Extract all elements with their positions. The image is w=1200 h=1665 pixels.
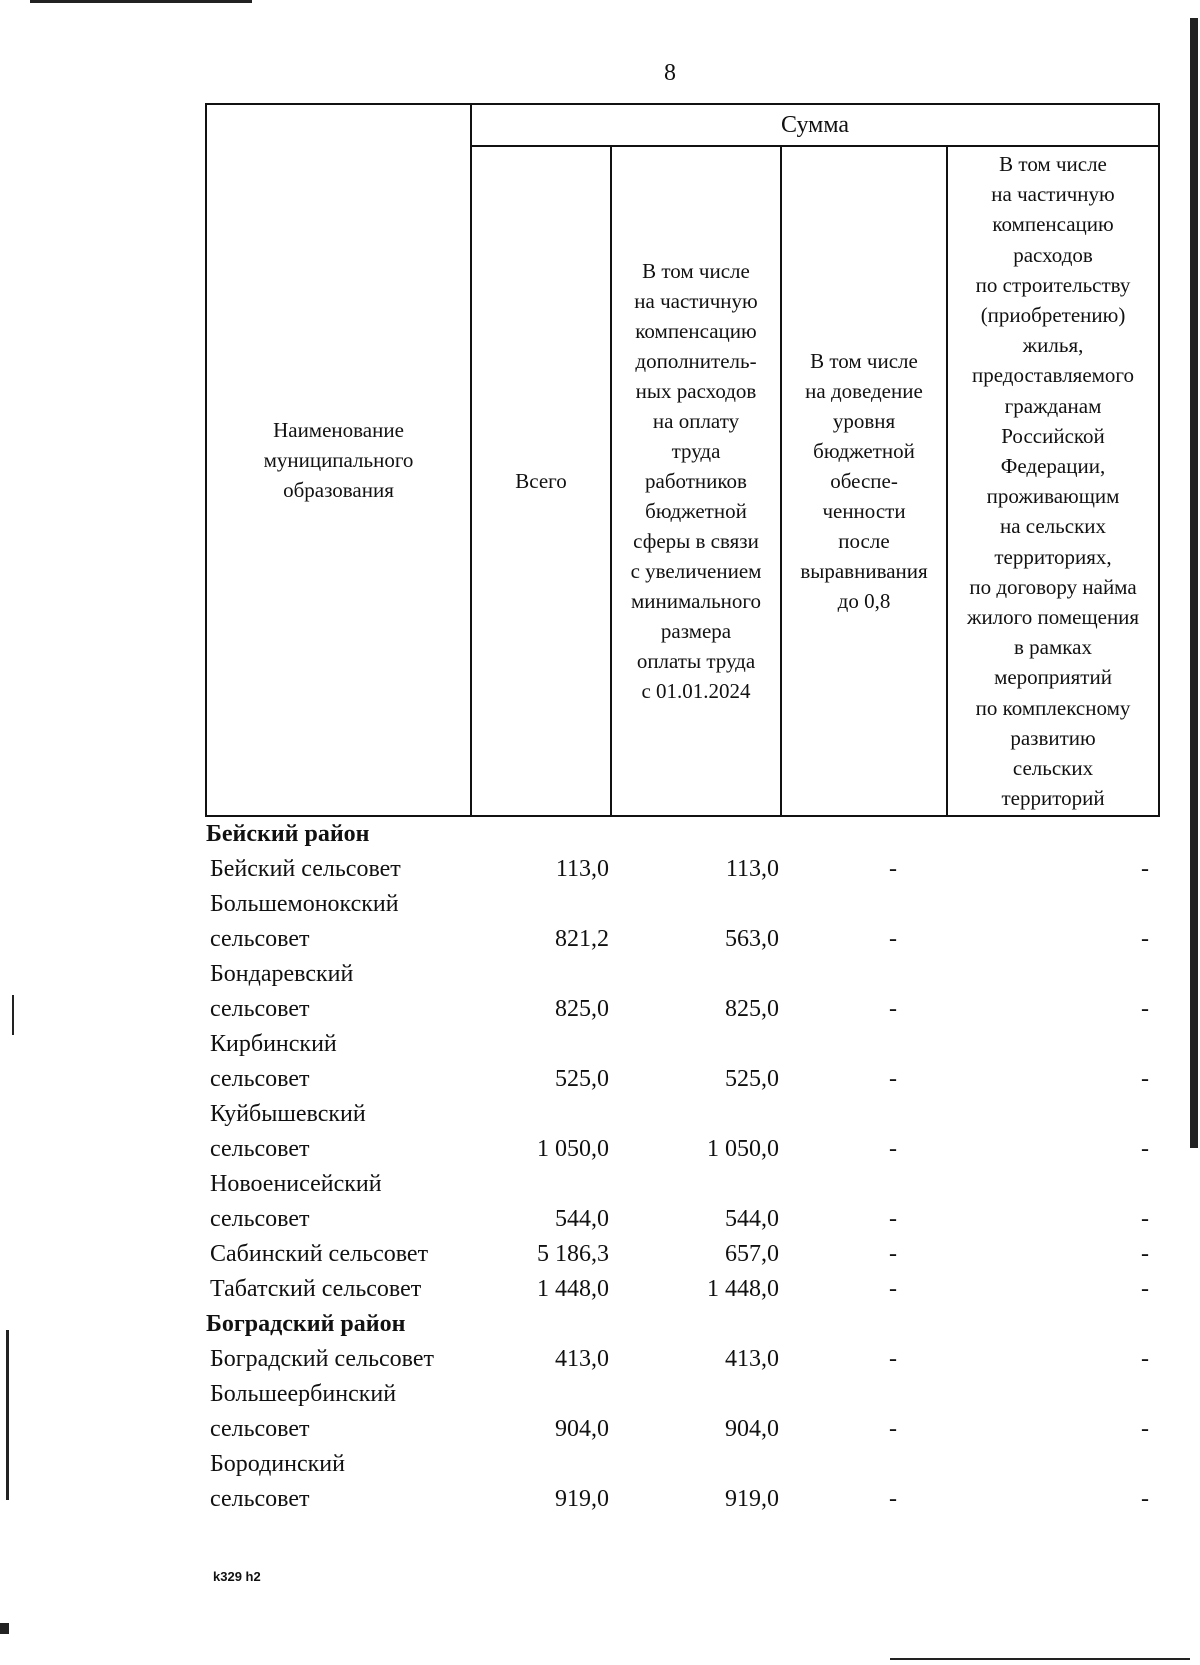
value-min-wage-compensation: 525,0 xyxy=(725,1066,779,1093)
value-min-wage-compensation: 544,0 xyxy=(725,1206,779,1233)
header-min-wage-compensation: В том числе на частичную компенсацию дополнитель- ных расходов на оплату труда работников бюджетной сферы в связи с увеличением минимального размера оплаты труда с 01.01.2024 xyxy=(611,146,781,816)
table-row xyxy=(206,1027,1159,1097)
table-row xyxy=(206,1342,1159,1377)
scan-bar-right xyxy=(1190,18,1198,1148)
table-row xyxy=(206,852,1159,887)
scan-line-bottom-right xyxy=(890,1658,1190,1660)
value-total: 1 050,0 xyxy=(537,1136,609,1163)
district-name: Бейский район xyxy=(206,821,370,848)
value-rural-housing: - xyxy=(1141,1136,1150,1163)
value-min-wage-compensation: 904,0 xyxy=(725,1416,779,1443)
value-min-wage-compensation: 919,0 xyxy=(725,1486,779,1513)
value-budget-sufficiency: - xyxy=(889,1136,897,1163)
value-total: 919,0 xyxy=(555,1486,609,1513)
footer-code: k329 h2 xyxy=(213,1569,261,1584)
value-total: 413,0 xyxy=(555,1346,609,1373)
value-min-wage-compensation: 1 050,0 xyxy=(707,1136,779,1163)
value-budget-sufficiency: - xyxy=(889,1346,897,1373)
value-rural-housing: - xyxy=(1141,1416,1150,1443)
value-min-wage-compensation: 113,0 xyxy=(725,856,779,883)
municipality-name: Большеербинский сельсовет xyxy=(210,1381,397,1443)
municipality-name: Сабинский сельсовет xyxy=(210,1241,429,1268)
district-row xyxy=(206,816,1159,852)
table-row xyxy=(206,1167,1159,1237)
value-rural-housing: - xyxy=(1141,1276,1150,1303)
municipality-name: Новоенисейский сельсовет xyxy=(210,1171,382,1233)
header-sum-group: Сумма xyxy=(471,104,1159,146)
district-name: Боградский район xyxy=(206,1311,406,1338)
municipality-name: Бондаревский сельсовет xyxy=(210,961,354,1023)
budget-table xyxy=(205,103,1160,1517)
value-total: 544,0 xyxy=(555,1206,609,1233)
scan-tick-left-1 xyxy=(12,995,14,1035)
value-rural-housing: - xyxy=(1141,1241,1150,1268)
table-row xyxy=(206,1377,1159,1447)
value-rural-housing: - xyxy=(1141,996,1150,1023)
value-total: 821,2 xyxy=(555,926,609,953)
value-rural-housing: - xyxy=(1141,1066,1150,1093)
municipality-name: Куйбышевский сельсовет xyxy=(210,1101,366,1163)
table-row xyxy=(206,1237,1159,1272)
value-budget-sufficiency: - xyxy=(889,1066,897,1093)
page-number: 8 xyxy=(664,60,676,86)
value-total: 904,0 xyxy=(555,1416,609,1443)
table-row xyxy=(206,1272,1159,1307)
table-row xyxy=(206,1097,1159,1167)
municipality-name: Большемонокский сельсовет xyxy=(210,891,399,953)
value-budget-sufficiency: - xyxy=(889,996,897,1023)
value-min-wage-compensation: 563,0 xyxy=(725,926,779,953)
municipality-name: Бородинский сельсовет xyxy=(210,1451,345,1513)
header-rural-housing: В том числе на частичную компенсацию расходов по строительству (приобретению) жилья, предоставляемого гражданам Российской Федерации, проживающим на сельских территориях, по договору найма жилого помещения в рамках мероприятий по комплексному развитию сельских территорий xyxy=(947,146,1159,816)
value-budget-sufficiency: - xyxy=(889,1486,897,1513)
value-min-wage-compensation: 825,0 xyxy=(725,996,779,1023)
value-min-wage-compensation: 413,0 xyxy=(725,1346,779,1373)
value-budget-sufficiency: - xyxy=(889,1206,897,1233)
table-row xyxy=(206,1447,1159,1517)
municipality-name: Боградский сельсовет xyxy=(210,1346,434,1373)
municipality-name: Бейский сельсовет xyxy=(210,856,401,883)
value-budget-sufficiency: - xyxy=(889,856,897,883)
value-total: 525,0 xyxy=(555,1066,609,1093)
value-rural-housing: - xyxy=(1141,856,1150,883)
table-row xyxy=(206,887,1159,957)
scan-tick-left-2 xyxy=(6,1330,9,1500)
table-body xyxy=(206,816,1159,1517)
header-total: Всего xyxy=(471,146,611,816)
value-total: 5 186,3 xyxy=(537,1241,609,1268)
municipality-name: Табатский сельсовет xyxy=(210,1276,422,1303)
municipality-name: Кирбинский сельсовет xyxy=(210,1031,337,1093)
value-budget-sufficiency: - xyxy=(889,1241,897,1268)
value-total: 1 448,0 xyxy=(537,1276,609,1303)
table-row xyxy=(206,957,1159,1027)
scan-line-top-left xyxy=(30,0,252,3)
value-rural-housing: - xyxy=(1141,926,1150,953)
header-municipality-name: Наименование муниципального образования xyxy=(206,104,471,816)
value-total: 113,0 xyxy=(555,856,609,883)
value-rural-housing: - xyxy=(1141,1206,1150,1233)
scan-square-bottom-left xyxy=(0,1623,9,1634)
value-min-wage-compensation: 1 448,0 xyxy=(707,1276,779,1303)
district-row xyxy=(206,1307,1159,1342)
value-min-wage-compensation: 657,0 xyxy=(725,1241,779,1268)
value-total: 825,0 xyxy=(555,996,609,1023)
value-rural-housing: - xyxy=(1141,1346,1150,1373)
header-budget-sufficiency: В том числе на доведение уровня бюджетной обеспе- ченности после выравнивания до 0,8 xyxy=(781,146,947,816)
value-budget-sufficiency: - xyxy=(889,926,897,953)
value-budget-sufficiency: - xyxy=(889,1276,897,1303)
value-budget-sufficiency: - xyxy=(889,1416,897,1443)
value-rural-housing: - xyxy=(1141,1486,1150,1513)
